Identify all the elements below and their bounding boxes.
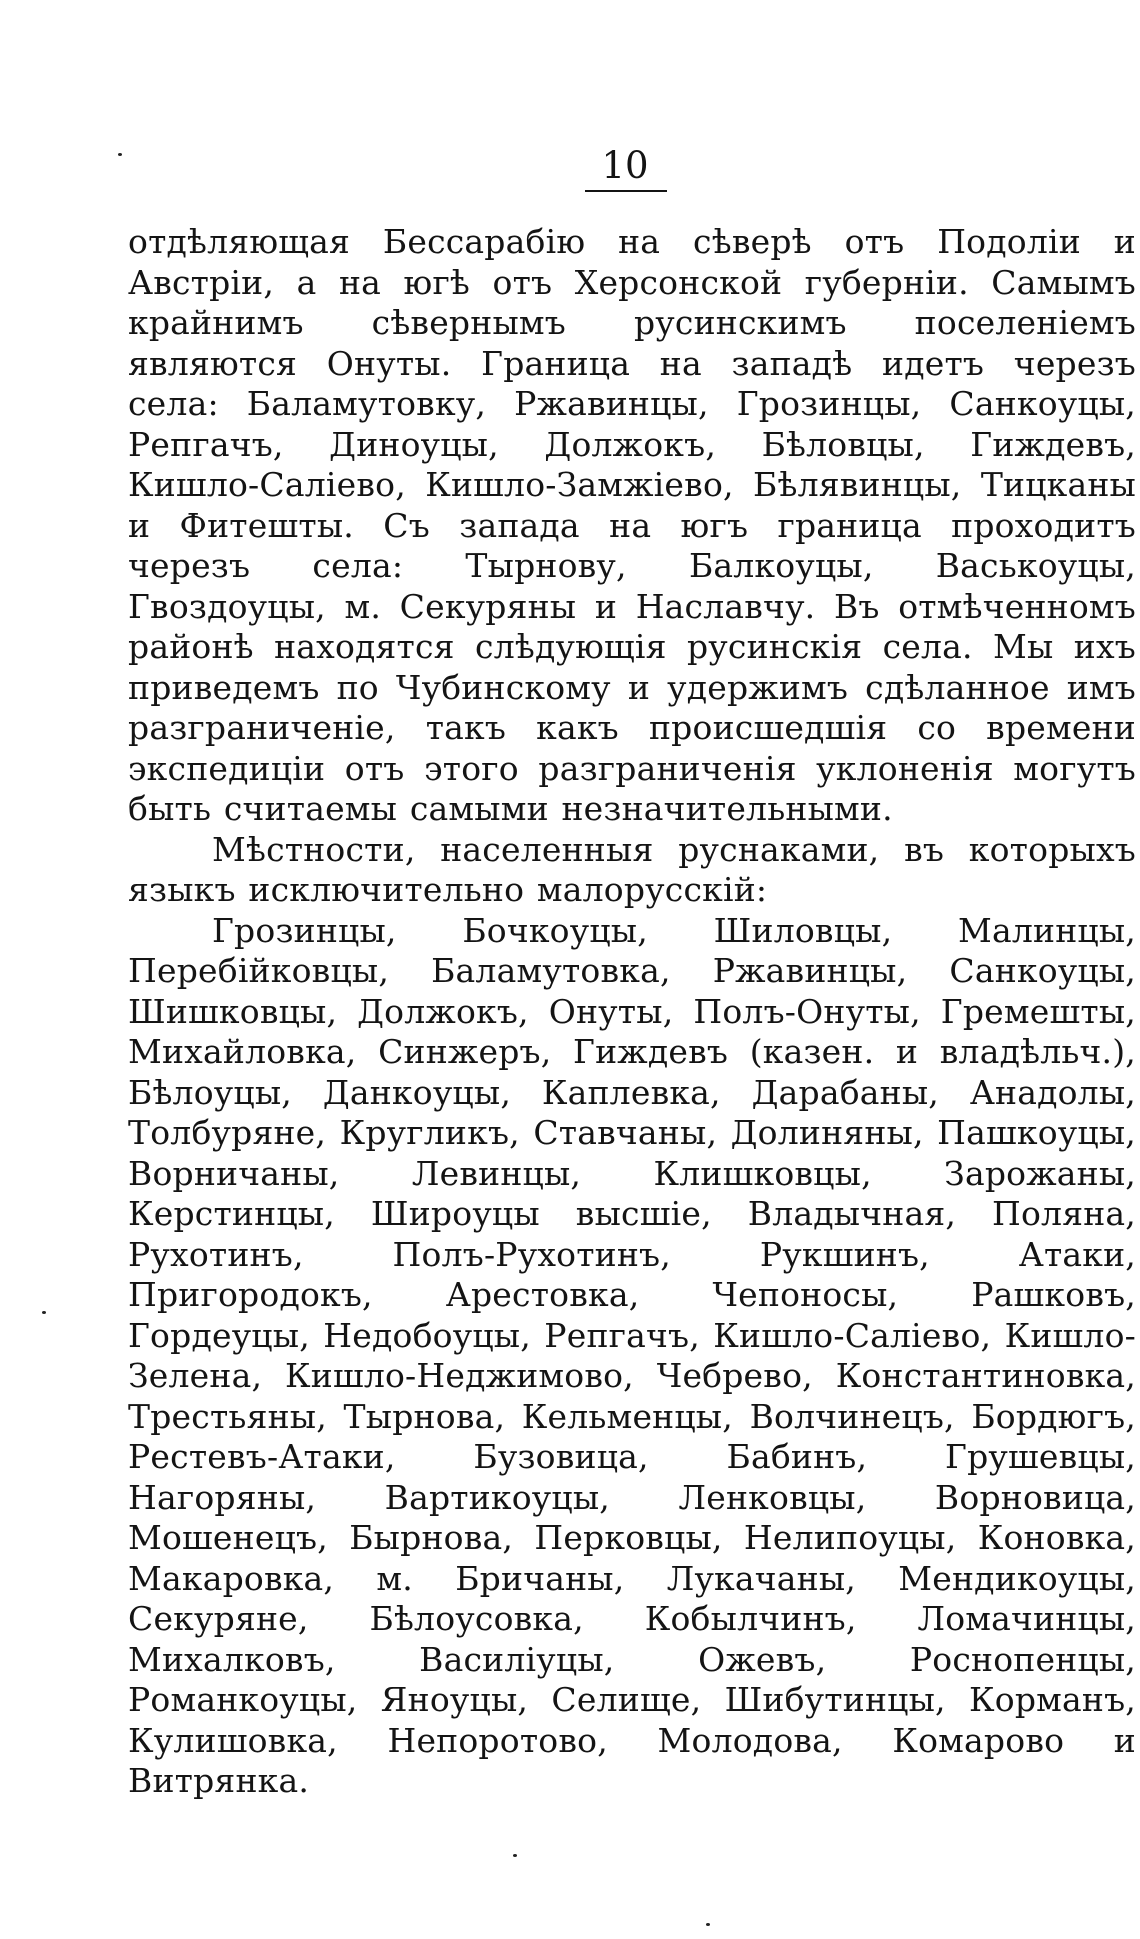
speck-mark bbox=[513, 1854, 517, 1857]
speck-mark bbox=[118, 153, 122, 156]
paragraph-list-intro: Мѣстности, населенныя руснаками, въ которыхъ языкъ исключительно малорусскій: bbox=[128, 829, 1136, 909]
page-number-underline bbox=[585, 190, 667, 192]
paragraph-village-list: Грозинцы, Бочкоуцы, Шиловцы, Малинцы, Перебійковцы, Баламутовка, Ржавинцы, Санкоуцы, Шишковцы, Должокъ, Онуты, Полъ-Онуты, Гремешты, Михайловка, Синжеръ, Гиждевъ (казен. и владѣльч.), Бѣлоуцы, Данкоуцы, Каплевка, Дарабаны, Анадолы, Толбуряне, Кругликъ, Ставчаны, Долиняны, Пашкоуцы, Ворничаны, Левинцы, Клишковцы, Зарожаны, Керстинцы, Широуцы высшіе, Владычная, Поляна, Рухотинъ, Полъ-Рухотинъ, Рукшинъ, Атаки, Пригородокъ, Арестовка, Чепоносы, Рашковъ, Гордеуцы, Недобоуцы, Репгачъ, Кишло-Саліево, Кишло-Зелена, Кишло-Неджимово, Чебрево, Константиновка, Трестьяны, Тырнова, Кельменцы, Волчинецъ, Бордюгъ, Рестевъ-Атаки, Бузовица, Бабинъ, Грушевцы, Нагоряны, Вартикоуцы, Ленковцы, Ворновица, Мошенецъ, Бырнова, Перковцы, Нелипоуцы, Коновка, Макаровка, м. Бричаны, Лукачаны, Мендикоуцы, Секуряне, Бѣлоусовка, Кобылчинъ, Ломачинцы, Михалковъ, Василіуцы, Ожевъ, Роснопенцы, Романкоуцы, Яноуцы, Селище, Шибутинцы, Корманъ, Кулишовка, Непоротово, Молодова, Комарово и Витрянка. bbox=[128, 910, 1136, 1800]
paragraph-continuation: отдѣляющая Бессарабію на сѣверѣ отъ Подоліи и Австріи, а на югѣ отъ Херсонской губерніи. Самымъ крайнимъ сѣвернымъ русинскимъ поселеніемъ являются Онуты. Граница на западѣ идетъ черезъ села: Баламутовку, Ржавинцы, Грозинцы, Санкоуцы, Репгачъ, Диноуцы, Должокъ, Бѣловцы, Гиждевъ, Кишло-Саліево, Кишло-Замжіево, Бѣлявинцы, Тицканы и Фитешты. Съ запада на югъ граница проходитъ черезъ села: Тырнову, Балкоуцы, Васькоуцы, Гвоздоуцы, м. Секуряны и Наславчу. Въ отмѣченномъ районѣ находятся слѣдующія русинскія села. Мы ихъ приведемъ по Чубинскому и удержимъ сдѣланное имъ разграниченіе, такъ какъ происшедшія со времени экспедиціи отъ этого разграниченія уклоненія могутъ быть считаемы самыми незначительными. bbox=[128, 222, 1136, 828]
speck-mark bbox=[706, 1923, 710, 1926]
page-number: 10 bbox=[601, 144, 649, 187]
body-text bbox=[128, 222, 1136, 1802]
speck-mark bbox=[42, 1311, 46, 1314]
